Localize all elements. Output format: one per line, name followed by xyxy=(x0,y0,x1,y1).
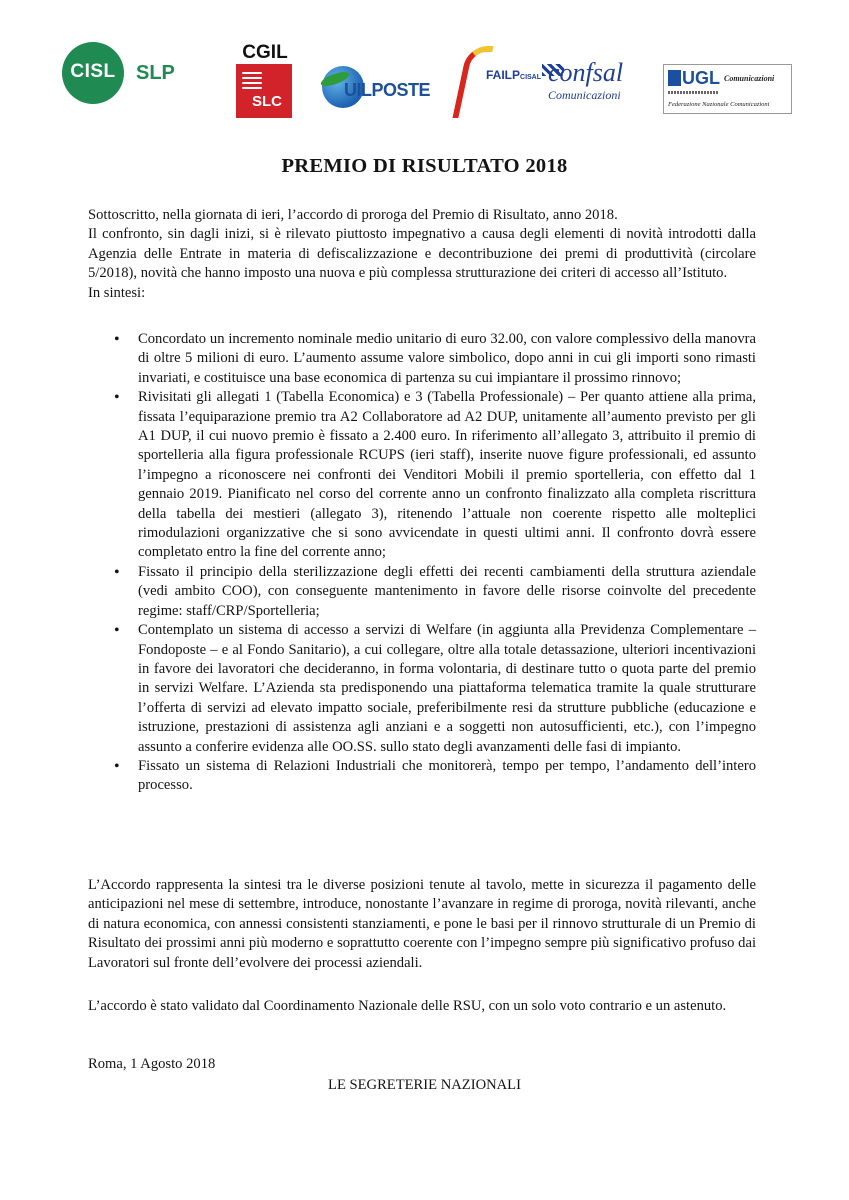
ugl-fine-print xyxy=(668,91,718,94)
list-item: • Concordato un incremento nominale medio unitario di euro 32.00, con valore complessivo della manovra di oltre 5 milioni di euro. L’aumento assume valore simbolico, dopo anni in cui gli importi sono rimasti invariati, e costituisce una base economica di partenza su cui impiantare il prossimo rinnovo; xyxy=(88,330,756,388)
intro-paragraph: In sintesi: xyxy=(88,284,146,301)
ugl-logo-subtitle: Comunicazioni xyxy=(724,74,775,83)
intro-section xyxy=(88,206,756,303)
cisl-logo-text: CISL xyxy=(70,61,116,82)
validation-paragraph: L’accordo è stato validato dal Coordinamento Nazionale delle RSU, con un solo voto contrario e un astenuto. xyxy=(88,998,727,1014)
list-item: • Fissato un sistema di Relazioni Industriali che monitorerà, tempo per tempo, l’andamento dell’intero processo. xyxy=(88,757,756,796)
cgil-slc-logo xyxy=(234,42,296,120)
ugl-comunicazioni-logo xyxy=(663,64,792,114)
cisl-slp-logo xyxy=(62,42,192,104)
uilposte-logo-text: UILPOSTE xyxy=(344,80,431,100)
confsal-logo-text: confsal xyxy=(548,58,624,87)
failp-suffix: CISAL xyxy=(520,74,542,81)
uilposte-logo xyxy=(322,62,431,112)
intro-paragraph: Il confronto, sin dagli inizi, si è rilevato piuttosto impegnativo a causa degli elementi di novità introdotti dalla Agenzia delle Entrate in materia di defiscalizzazione e decontribuzione dei premi di produttività (circolare 5/2018), novità che hanno imposto una nuova e più complessa strutturazione dei criteri di accesso all’Istituto. xyxy=(88,226,756,282)
ugl-logo-text: UGL xyxy=(682,68,720,88)
summary-bullet-list xyxy=(88,330,756,796)
list-item: • Fissato il principio della sterilizzazione degli effetti dei recenti cambiamenti della struttura aziendale (vedi ambito COO), con conseguente mantenimento in favore delle risorse coinvolte del precedente regime: staff/CRP/Sportelleria; xyxy=(88,563,756,621)
failp-name: FAILP xyxy=(486,68,521,82)
failp-swoosh-icon xyxy=(452,46,493,118)
closing-section xyxy=(88,876,756,973)
closing-paragraph: L’Accordo rappresenta la sintesi tra le diverse posizioni tenute al tavolo, mette in sicurezza il pagamento delle anticipazioni nel mese di settembre, introduce, nonostante l’avanzare in regime di proroga, novità rilevanti, anche di natura economica, con annessi consistenti stanziamenti, e pone le basi per il rinnovo strutturale di un Premio di Risultato dei prossimi anni più moderno e soprattutto coerente con l’impegno sempre più significativo profuso dai Lavoratori sul fronte dell’evolvere dei processi aziendali. xyxy=(88,877,756,971)
confsal-logo-subtitle: Comunicazioni xyxy=(548,88,621,102)
list-item: • Contemplato un sistema di accesso a servizi di Welfare (in aggiunta alla Previdenza Complementare – Fondoposte – e al Fondo Sanitario), a cui collegare, oltre alla totale detassazione, ulteriori incentivazioni in favore dei lavoratori che decideranno, in forma volontaria, di destinare tutto o quota parte del premio in servizi Welfare. L’Azienda sta predisponendo una piattaforma telematica tramite la quale strutturare l’offerta di servizi ad elevato impatto sociale, preferibilmente resi da strutture pubbliche (educazione e istruzione, prestazioni di assistenza agli anziani e a soggetti non autosufficienti, etc.), con l’impegno assunto a conferire evidenza alle OO.SS. sullo stato degli avanzamenti delle fasi di impianto. xyxy=(88,621,756,757)
failp-logo-text xyxy=(486,68,541,82)
place-and-date: Roma, 1 Agosto 2018 xyxy=(88,1056,216,1072)
ugl-federation-text: Federazione Nazionale Comunicazioni xyxy=(668,101,770,108)
list-item: • Rivisitati gli allegati 1 (Tabella Economica) e 3 (Tabella Professionale) – Per quanto attiene alla prima, fissata l’equiparazione premio tra A2 Collaboratore ad A2 DUP, unitamente all’aumento previsto per gli A1 DUP, il cui nuovo premio è fissato a 2.400 euro. In riferimento all’allegato 3, attribuito il premio di sportelleria alla figura professionale RCUPS (ieri staff), inserite nuove figure professionali, ed assunto l’impegno a riconoscere nei confronti dei Venditori Mobili il premio sportelleria, con effetto dal 1 gennaio 2019. Pianificato nel corso del corrente anno un confronto finalizzato alla completa riscrittura della tabella dei mestieri (allegato 3), ritenendo l’attuale non coerente rispetto alle molteplici rimodulazioni organizzative che si sono avvicendate in questi ultimi anni. Il confronto dovrà essere completato entro la fine del corrente anno; xyxy=(88,388,756,563)
intro-paragraph: Sottoscritto, nella giornata di ieri, l’accordo di proroga del Premio di Risultato, anno 2018. xyxy=(88,207,618,223)
cgil-logo-text: CGIL xyxy=(242,42,288,63)
ugl-logo-mark xyxy=(668,68,720,90)
union-logos-header xyxy=(0,0,849,130)
slp-logo-text: SLP xyxy=(136,62,175,84)
cisl-logo-mark xyxy=(62,42,124,104)
document-title: PREMIO DI RISULTATO 2018 xyxy=(281,155,568,177)
slc-logo-text: SLC xyxy=(252,93,282,110)
slc-logo-box xyxy=(236,64,292,118)
validation-section xyxy=(88,997,756,1016)
signature-line: LE SEGRETERIE NAZIONALI xyxy=(328,1077,521,1093)
failp-confsal-logo xyxy=(452,44,624,118)
